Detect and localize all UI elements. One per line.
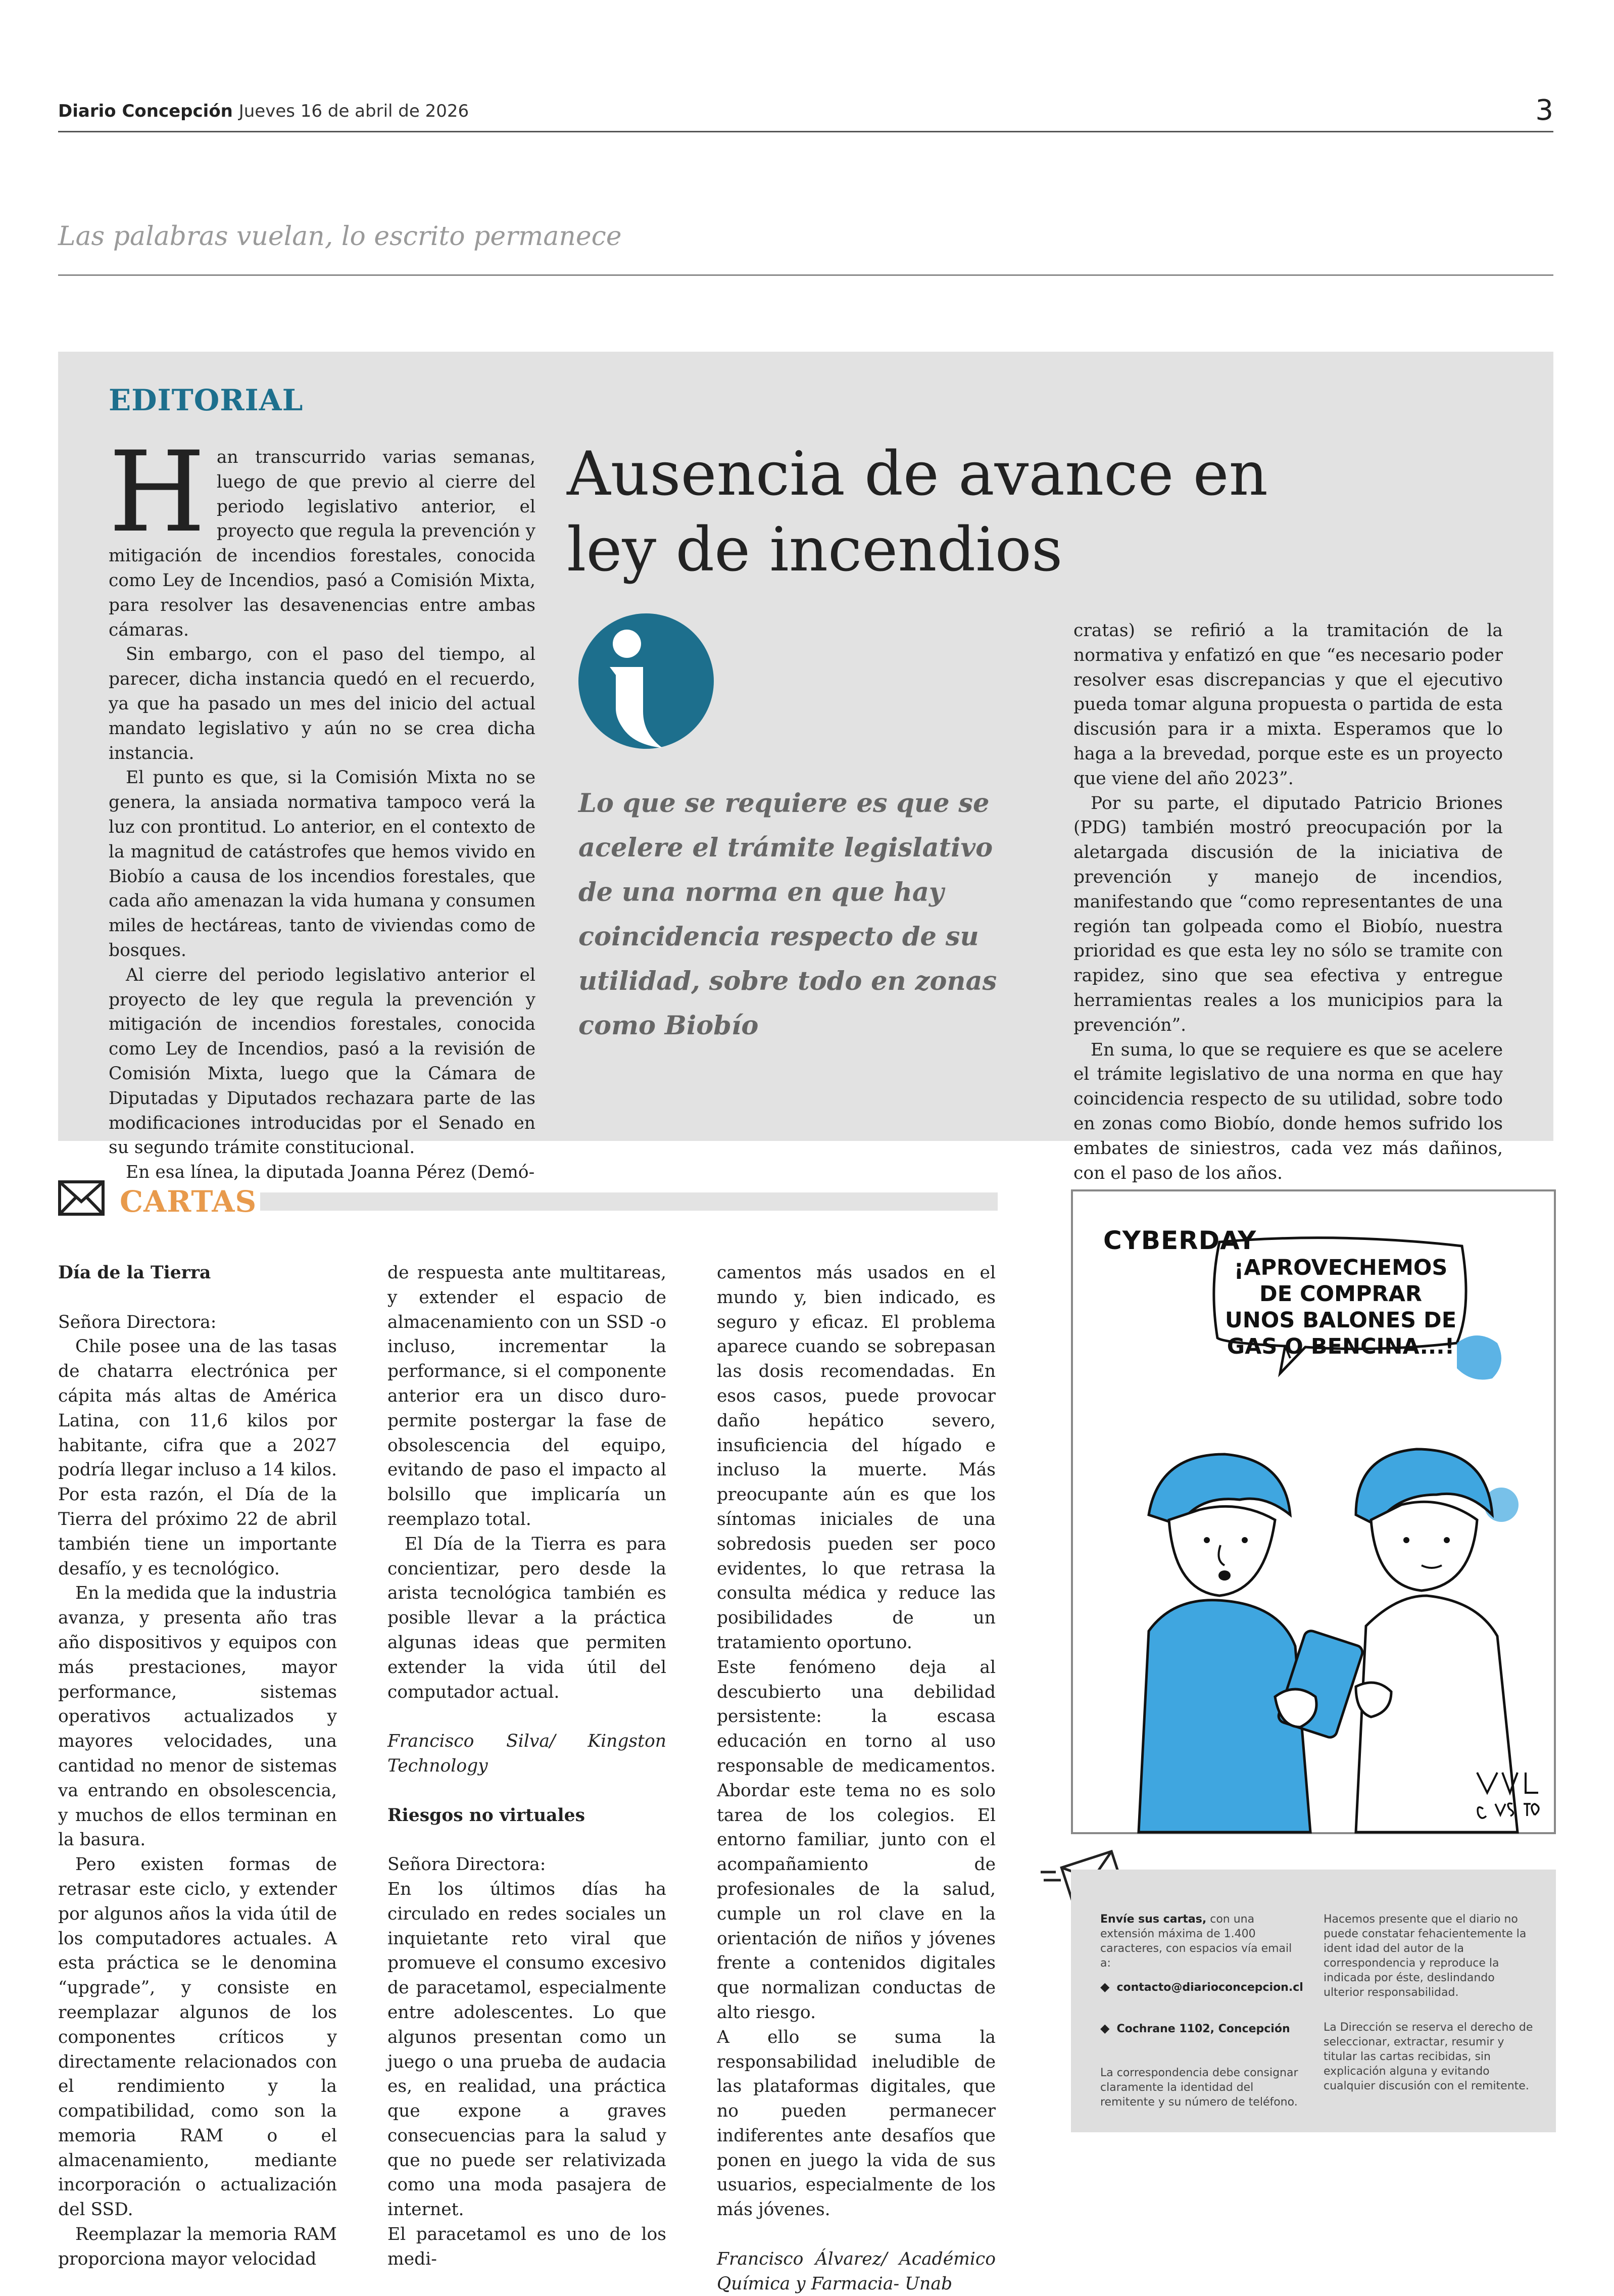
paragraph: En suma, lo que se requiere es que se acelere el trámite legislativo de una norma en que hay coincidencia respecto de su utilidad, sobre todo en zonas como Biobío, donde hemos sufrido los embates de siniestros, cada vez más dañinos, con el paso de los años. bbox=[1073, 1039, 1503, 1183]
paragraph: En esa línea, la diputada Joanna Pérez (Demó- bbox=[126, 1162, 535, 1183]
letters-column-1 bbox=[58, 1261, 337, 2272]
cartas-header bbox=[58, 1179, 998, 1220]
paragraph: an transcurrido varias semanas, luego de que previo al cierre del periodo legislativo anterior, el proyecto que regula la prevención y mitigación de incendios forestales, conocida como Ley de Incendios, pasó a Comisión Mixta, para resolver las desavenencias entre ambas cámaras. bbox=[109, 447, 536, 640]
diamond-icon: ◆ bbox=[1100, 1980, 1110, 1994]
cartoon bbox=[1071, 1189, 1556, 1834]
cartoon-caption: CYBERDAY bbox=[1103, 1226, 1257, 1255]
divider bbox=[58, 274, 1553, 276]
paragraph: En los últimos días ha circulado en redes sociales un inquietante reto viral que promueve el consumo excesivo de paracetamol, especialmente entre adolescentes. Lo que algunos presentan como un juego o una prueba de audacia es, en realidad, una práctica que expone a graves consecuencias para la salud y que no puede ser relativizada como una moda pasajera de internet. bbox=[387, 1879, 666, 2220]
contact-email[interactable]: contacto@diarioconcepcion.cl bbox=[1116, 1981, 1303, 1994]
editorial-column-3 bbox=[1073, 618, 1503, 1185]
masthead bbox=[58, 101, 469, 121]
letter-title: Riesgos no virtuales bbox=[387, 1805, 585, 1826]
paragraph: Por su parte, el diputado Patricio Briones (PDG) también mostró preocupación por la aletargada discusión de la iniciativa de prevención y manejo de incendios, manifestando que “como representantes de una región tan golpeada como el Biobío, nuestra prioridad es que esta ley no sólo se tramite con rapidez, sino que sea efectiva y entregue herramientas reales a los municipios para la prevención”. bbox=[1073, 793, 1503, 1035]
paragraph: camentos más usados en el mundo y, bien indicado, es seguro y eficaz. El problema aparece cuando se sobrepasan las dosis recomendadas. En esos casos, puede provocar daño hepático severo, insuficiencia del hígado e incluso la muerte. Más preocupante aún es que los síntomas iniciales de una sobredosis pueden ser poco evidentes, lo que retrasa la consulta médica y reduce las posibilidades de un tratamiento oportuno. bbox=[717, 1263, 996, 1653]
paragraph: cratas) se refirió a la tramitación de la normativa y enfatizó en que “es necesario poder resolver esas discrepancias y que el ejecutivo pueda tomar alguna propuesta o partida de esta discusión para ir a mixta. Esperamos que lo haga a la brevedad, porque este es un proyecto que viene del año 2023”. bbox=[1073, 620, 1503, 789]
letters-info-box bbox=[1071, 1870, 1556, 2132]
editorial-box bbox=[58, 352, 1553, 1183]
editorial-label: EDITORIAL bbox=[109, 383, 304, 417]
page-header bbox=[58, 94, 1553, 132]
note-right-1: Hacemos presente que el diario no puede constatar fehacientemente la ident idad del autor de la correspondencia y reproduce la indicada por éste, deslindando ulterior responsabilidad. bbox=[1324, 1913, 1527, 1999]
artist-signature bbox=[1073, 1191, 1554, 1832]
editorial-column-1 bbox=[109, 427, 536, 1185]
editorial-title: Ausencia de avance en ley de incendios bbox=[567, 439, 1268, 585]
paragraph: Sin embargo, con el paso del tiempo, al parecer, dicha instancia quedó en el recuerdo, ya que ha pasado un mes del inicio del actual mandato legislativo y aún no se crea dicha instancia. bbox=[109, 644, 535, 763]
issue-date: Jueves 16 de abril de 2026 bbox=[238, 101, 469, 121]
info-icon bbox=[577, 612, 715, 754]
section-slogan: Las palabras vuelan, lo escrito permanece bbox=[58, 221, 622, 252]
paragraph: Al cierre del periodo legislativo anterior el proyecto de ley que regula la prevención y mitigación de incendios forestales, conocida como Ley de Incendios, pasó a la revisión de Comisión Mixta, luego que la Cámara de Diputadas y Diputados rechazara parte de las modificaciones introducidas por el Senado en su segundo trámite constitucional. bbox=[109, 965, 535, 1158]
letter-title: Día de la Tierra bbox=[58, 1263, 211, 1283]
paragraph: de respuesta ante multitareas, y extender el espacio de almacenamiento con un SSD -o incluso, incrementar la performance, si el componente anterior era un disco duro- permite postergar la fase de obsolescencia del equipo, evitando de paso el impacto al bolsillo que implicaría un reemplazo total. bbox=[387, 1263, 666, 1529]
note-right-2: La Dirección se reserva el derecho de seleccionar, extractar, resumir y titular las cartas recibidas, sin explicación alguna y evitando cualquier discusión con el remitente. bbox=[1324, 2021, 1533, 2092]
drop-cap: H bbox=[109, 427, 206, 557]
lead-bold: Envíe sus cartas, bbox=[1100, 1913, 1207, 1926]
paragraph: Reemplazar la memoria RAM proporciona mayor velocidad bbox=[58, 2224, 337, 2269]
letter-signature: Francisco Silva/ Kingston Technology bbox=[387, 1731, 666, 1776]
paragraph: Chile posee una de las tasas de chatarra electrónica per cápita más altas de América Latina, con 11,6 kilos por habitante, cifra que a 2027 podría llegar incluso a 14 kilos. Por esta razón, el Día de la Tierra del próximo 22 de abril también tiene un importante desafío, y es tecnológico. bbox=[58, 1336, 337, 1579]
paragraph: Pero existen formas de retrasar este ciclo, y extender por algunos años la vida útil de los computadores actuales. A esta práctica se le denomina “upgrade”, y consiste en reemplazar algunos de los componentes críticos y directamente relacionados con el rendimiento y la compatibilidad, como son la memoria RAM o el almacenamiento, mediante incorporación o actualización del SSD. bbox=[58, 1854, 337, 2220]
contact-address: Cochrane 1102, Concepción bbox=[1116, 2023, 1290, 2035]
paragraph: A ello se suma la responsabilidad ineludible de las plataformas digitales, que no pueden permanecer indiferentes ante desafíos que ponen en juego la vida de sus usuarios, especialmente de los más jóvenes. bbox=[717, 2027, 996, 2220]
email-line bbox=[1100, 1980, 1302, 1995]
cartas-label: CARTAS bbox=[120, 1184, 257, 1219]
page-number: 3 bbox=[1535, 94, 1553, 127]
note-left: La correspondencia debe consignar claramente la identidad del remitente y su número de teléfono. bbox=[1100, 2067, 1298, 2109]
header-bar bbox=[260, 1192, 998, 1211]
pull-quote: Lo que se requiere es que se acelere el trámite legislativo de una norma en que hay coincidencia respecto de su utilidad, sobre todo en zonas como Biobío bbox=[578, 788, 997, 1041]
paragraph: El punto es que, si la Comisión Mixta no se genera, la ansiada normativa tampoco verá la luz con prontitud. Lo anterior, en el contexto de la magnitud de catástrofes que hemos vivido en Biobío a causa de los incendios forestales, que cada año amenazan la vida humana y consumen miles de hectáreas, tanto de viviendas como de bosques. bbox=[109, 768, 535, 961]
lead-text: con una extensión máxima de 1.400 caracteres, con espacios vía email a: bbox=[1100, 1913, 1292, 1970]
paragraph: En la medida que la industria avanza, y presenta año tras año dispositivos y equipos con más prestaciones, mayor performance, sistemas operativos actualizados y mayores velocidades, una cantidad no menor de sistemas va entrando en obsolescencia, y muchos de ellos terminan en la basura. bbox=[58, 1583, 337, 1850]
letter-signature: Francisco Álvarez/ Académico Química y Farmacia- Unab bbox=[717, 2249, 996, 2294]
salutation: Señora Directora: bbox=[58, 1312, 217, 1332]
letters-column-3 bbox=[717, 1261, 996, 2296]
speech-bubble-text: ¡APROVECHEMOS DE COMPRAR UNOS BALONES DE GAS O BENCINA...! bbox=[1225, 1255, 1457, 1359]
paragraph: Este fenómeno deja al descubierto una debilidad persistente: la escasa educación en torno al uso responsable de medicamentos. Abordar este tema no es solo tarea de los colegios. El entorno familiar, junto con el acompañamiento de profesionales de la salud, cumple un rol clave en la orientación de niños y jóvenes frente a contenidos digitales que normalizan conductas de alto riesgo. bbox=[717, 1657, 996, 2023]
salutation: Señora Directora: bbox=[387, 1854, 546, 1875]
address-line bbox=[1100, 2021, 1302, 2036]
diamond-icon: ◆ bbox=[1100, 2021, 1110, 2035]
paragraph: El Día de la Tierra es para concientizar, pero desde la arista tecnológica también es posible llevar a la práctica algunas ideas que permiten extender la vida útil del computador actual. bbox=[387, 1534, 666, 1702]
letters-column-2 bbox=[387, 1261, 666, 2272]
envelope-icon bbox=[58, 1180, 105, 1216]
submission-info bbox=[1100, 1912, 1302, 1971]
brand-name: Diario Concepción bbox=[58, 101, 233, 121]
paragraph: El paracetamol es uno de los medi- bbox=[387, 2224, 666, 2269]
